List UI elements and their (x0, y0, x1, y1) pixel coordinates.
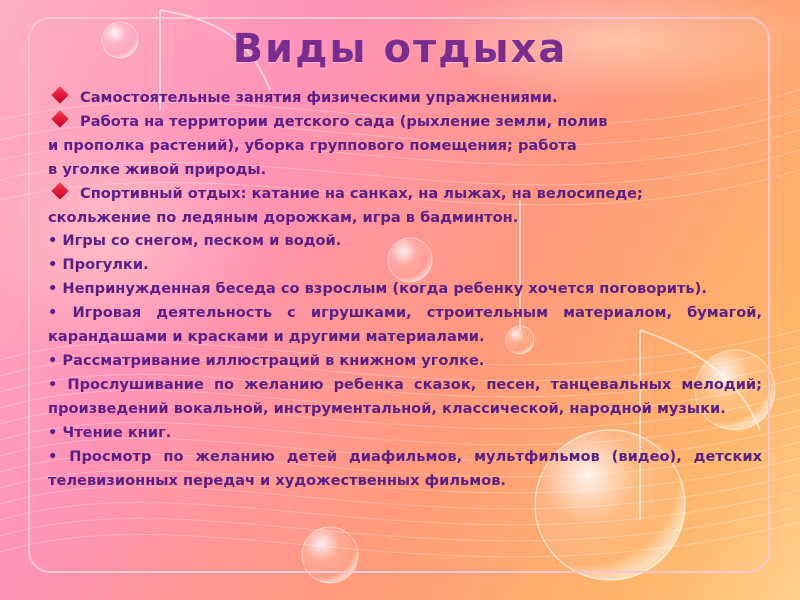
list-item-text: Игровая деятельность с игрушками, строительным материалом, бумагой, карандашами и красками и другими материалами. (48, 304, 762, 346)
list-item-line: и прополка растений), уборка группового помещения; работа (48, 136, 577, 154)
bullet-dot: • (48, 447, 70, 465)
list-item (48, 277, 762, 301)
diamond-bullet-icon (52, 110, 69, 127)
list-item (48, 253, 762, 277)
slide-content (48, 86, 762, 492)
slide-title: Виды отдыха (232, 26, 568, 72)
list-item-line: в уголке живой природы. (48, 160, 267, 178)
list-item-line: скольжение по ледяным дорожкам, игра в бадминтон. (48, 208, 519, 226)
diamond-bullet-icon (52, 87, 69, 104)
list-item (48, 229, 762, 253)
bullet-dot: • (48, 375, 68, 393)
list-item (48, 86, 762, 110)
list-item-line: Самостоятельные занятия физическими упражнениями. (80, 89, 558, 106)
bullet-dot: • (48, 256, 63, 274)
list-item-line: Прогулки. (62, 256, 149, 274)
list-item (48, 373, 762, 421)
list-item-line: Работа на территории детского сада (рыхление земли, полив (80, 112, 608, 130)
list-item-line: Рассматривание иллюстраций в книжном уголке. (62, 351, 485, 369)
list-item (48, 445, 762, 493)
list-item-line: Чтение книг. (62, 423, 172, 441)
list-item (48, 110, 762, 182)
list-item (48, 349, 762, 373)
list-item-text: Непринужденная беседа со взрослым (когда ребенку хочется поговорить). (62, 280, 707, 298)
bullet-dot: • (48, 351, 63, 369)
list-item-text: Прослушивание по желанию ребенка сказок, песен, танцевальных мелодий; произведений вокальной, инструментальной, классической, народной музыки. (48, 375, 762, 417)
diamond-bullet-icon (52, 182, 69, 199)
list-item (48, 421, 762, 445)
list-item-line: Игры со снегом, песком и водой. (62, 232, 342, 250)
list-item (48, 301, 762, 349)
list-item (48, 182, 762, 230)
list-item-line: Спортивный отдых: катание на санках, на лыжах, на велосипеде; (80, 184, 643, 202)
bullet-dot: • (48, 232, 63, 250)
bullet-dot: • (48, 423, 63, 441)
list-item-text: Просмотр по желанию детей диафильмов, мультфильмов (видео), детских телевизионных передач и художественных фильмов. (48, 447, 762, 489)
bullet-dot: • (48, 280, 63, 298)
bullet-dot: • (48, 304, 73, 322)
